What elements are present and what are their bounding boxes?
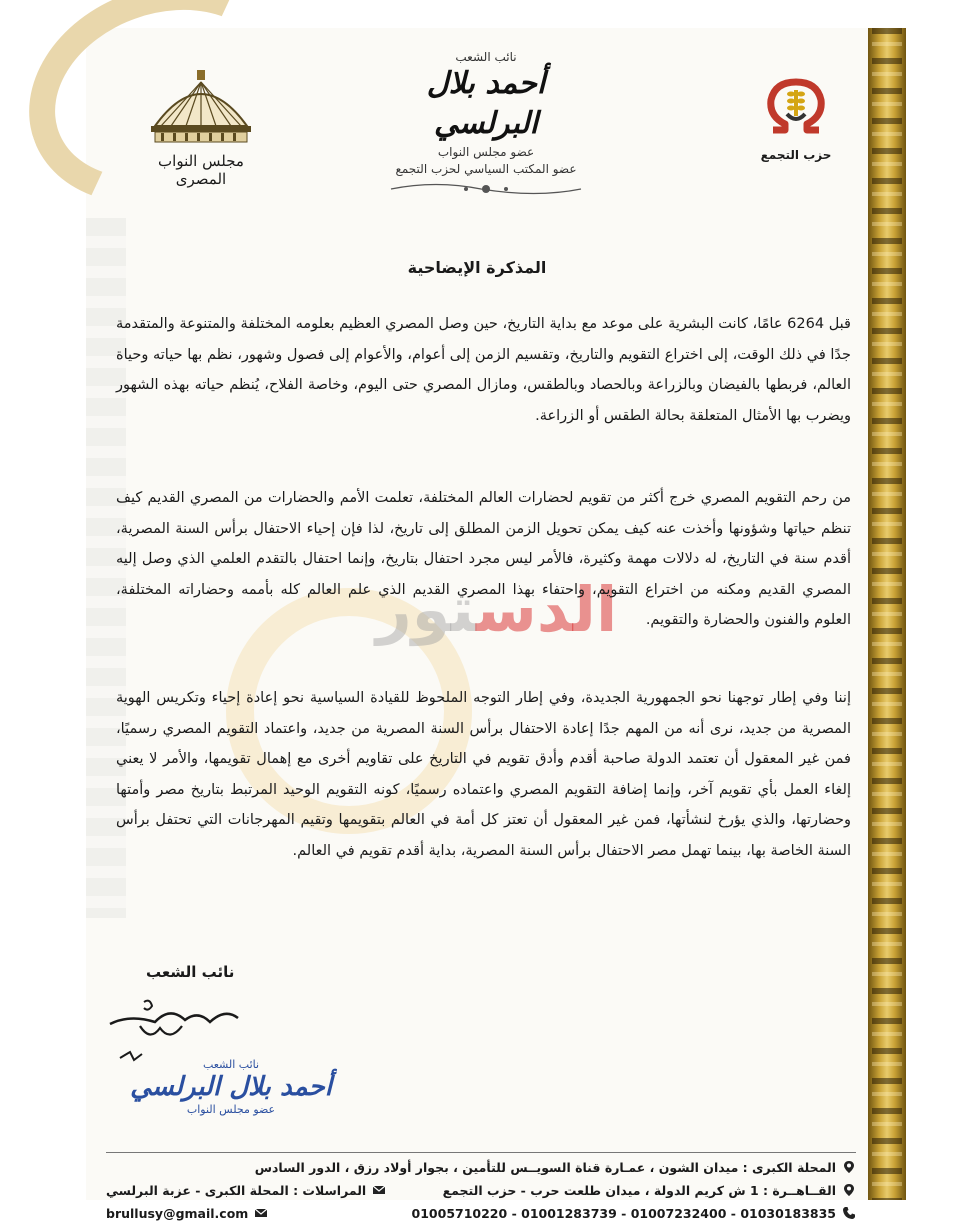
footer-phones <box>412 1206 856 1221</box>
phone-icon <box>842 1206 856 1220</box>
member-name: أحمد بلال البرلسي <box>426 66 546 141</box>
stamp-line-1: نائب الشعب <box>202 1058 260 1071</box>
parliament-dome-icon <box>141 68 261 148</box>
location-pin-icon <box>842 1160 856 1174</box>
watermark-gray-part: تور <box>376 573 476 646</box>
parliament-logo <box>136 68 266 188</box>
email-text[interactable]: brullusy@gmail.com <box>106 1206 249 1221</box>
footer-address-1 <box>255 1160 856 1175</box>
phones-text: 01030183835 - 01007232400 - 01001283739 - 01005710220 <box>411 1206 836 1221</box>
party-emblem-icon <box>761 72 831 142</box>
party-label: حزب التجمع <box>760 148 832 162</box>
mail-icon <box>254 1206 268 1220</box>
watermark-red-part: الدس <box>475 573 618 646</box>
gold-pharaonic-border <box>868 28 906 1200</box>
memo-paragraph-1: قبل 6264 عامًا، كانت البشرية على موعد مع بداية التاريخ، حين وصل المصري العظيم بعلومه المختلفة والمتنوعة والمتقدمة جدًا في ذلك الوقت، إلى اختراع التقويم والتاريخ، وتقسيم الزمن إلى أعوام، والأعوام إلى فصول وشهور، نظم بها حياته وحياة العالم، فربطها بالفيضان وبالزراعة وبالحصاد وبالطقس، ومازال المصري حتى اليوم، وخاصة الفلاح، يُنظم حياته بهذه الشهور ويضرب بها الأمثال المتعلقة بحالة الطقس أو الزراعة. <box>116 316 851 424</box>
parliament-label: مجلس النواب المصرى <box>158 152 244 188</box>
letter-page <box>86 28 868 1221</box>
title-small: نائب الشعب <box>455 50 517 64</box>
memo-paragraph-3: إننا وفي إطار توجهنا نحو الجمهورية الجديدة، وفي إطار التوجه الملحوظ للقيادة السياسية نحو إعادة إحياء وتكريس الهوية المصرية من جديد، نرى أنه من المهم جدًا إعادة الاحتفال برأس السنة المصرية من جديد، واعتماد التقويم المصري رسميًا، فمن غير المعقول أن تعتمد الدولة صاحبة أقدم وأدق تقويم في التاريخ على تقاويم أخرى مع إهمال تقويمها، والأمر لا يعني إلغاء العمل بأي تقويم آخر، وإنما إضافة التقويم المصري واعتماده رسميًا، كونه التقويم الوحيد المرتبط بتاريخ مصر وأمتها وحضارتها، والذي يؤرخ لنشأتها، فمن غير المعقول أن تعتز كل أمة في العالم بتقويمها وتقيم المهرجانات التي تحتفل برأس السنة الخاصة بها، بينما تهمل مصر الاحتفال برأس السنة المصرية، بداية أقدم تقويم في العالم. <box>116 690 851 859</box>
member-role-2: عضو المكتب السياسي لحزب التجمع <box>395 162 577 176</box>
stamp-name: أحمد بلال البرلسي <box>130 1072 332 1102</box>
member-stamp <box>116 1058 346 1116</box>
footer-email[interactable] <box>106 1206 268 1221</box>
footer-correspondence <box>106 1183 386 1198</box>
party-logo <box>756 72 836 162</box>
memo-title: المذكرة الإيضاحية <box>407 258 547 277</box>
location-pin-icon <box>842 1183 856 1197</box>
address-2-text: القــاهــرة : 1 ش كريم الدولة ، ميدان طلعت حرب - حزب التجمع <box>442 1183 836 1198</box>
member-heading <box>371 50 601 200</box>
stamp-line-2: عضو مجلس النواب <box>186 1103 276 1116</box>
ornament-divider <box>371 182 601 200</box>
correspondence-text: المراسلات : المحلة الكبرى - عزبة البرلسي <box>106 1183 367 1198</box>
footer-address-2 <box>443 1183 856 1198</box>
signature-title: نائب الشعب <box>146 963 235 981</box>
footer-divider <box>106 1152 856 1153</box>
address-1-text: المحلة الكبرى : ميدان الشون ، عمـارة قناة السويــس للتأمين ، بجوار أولاد رزق ، الدور السادس <box>254 1160 836 1175</box>
member-role-1: عضو مجلس النواب <box>437 145 535 159</box>
mail-icon <box>372 1183 386 1197</box>
memo-paragraph-2: من رحم التقويم المصري خرج أكثر من تقويم لحضارات العالم المختلفة، تعلمت الأمم والحضارات من المصري القديم كيف تنظم حياتها وشؤونها وأخذت عنه كيف يمكن تحويل الزمن المطلق إلى تاريخ، لذا فإن إحياء الاحتفال برأس السنة المصرية، أقدم سنة في التاريخ، له دلالات مهمة وكثيرة، فالأمر ليس مجرد احتفال بتاريخ، وإنما احتفال بالتقدم العلمي الذي وصل إليه المصري القديم ومكنه من اختراع التقويم، واحتفاء بهذا المصري القديم الذي علم العالم كله بأممه وحضاراته المختلفة، العلوم والفنون والحضارة والتقويم. <box>116 490 851 628</box>
hieroglyph-pattern <box>872 28 902 1200</box>
